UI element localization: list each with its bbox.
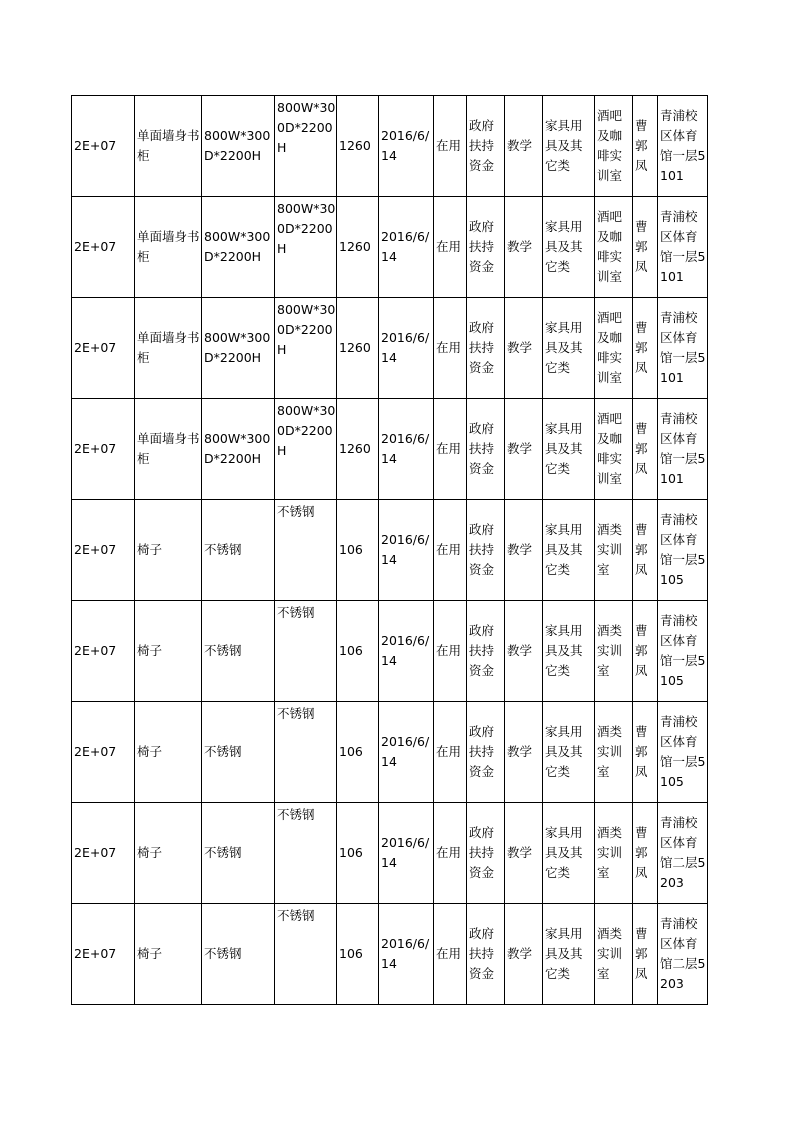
cell-category: 家具用具及其它类	[543, 96, 595, 197]
cell-status: 在用	[434, 298, 467, 399]
cell-spec: 800W*300D*2200H	[202, 399, 275, 500]
cell-asset-name: 单面墙身书柜	[135, 96, 202, 197]
cell-funding-source: 政府扶持资金	[467, 96, 505, 197]
table-row	[72, 904, 708, 1005]
cell-funding-source: 政府扶持资金	[467, 399, 505, 500]
cell-category: 家具用具及其它类	[543, 702, 595, 803]
cell-funding-source: 政府扶持资金	[467, 298, 505, 399]
cell-price: 106	[337, 702, 379, 803]
table-row	[72, 298, 708, 399]
cell-price: 1260	[337, 197, 379, 298]
cell-asset-code: 2E+07	[72, 904, 135, 1005]
cell-asset-name: 椅子	[135, 500, 202, 601]
cell-status: 在用	[434, 96, 467, 197]
cell-funding-source: 政府扶持资金	[467, 904, 505, 1005]
cell-department: 酒吧及咖啡实训室	[595, 197, 633, 298]
cell-usage: 教学	[505, 500, 543, 601]
cell-usage: 教学	[505, 298, 543, 399]
table-body	[72, 96, 708, 1005]
cell-department: 酒类实训室	[595, 601, 633, 702]
cell-price: 106	[337, 803, 379, 904]
cell-price: 106	[337, 500, 379, 601]
cell-spec: 不锈钢	[202, 601, 275, 702]
cell-funding-source: 政府扶持资金	[467, 601, 505, 702]
cell-date: 2016/6/14	[379, 904, 434, 1005]
cell-model: 800W*300D*2200H	[275, 298, 337, 399]
cell-location: 青浦校区体育馆一层5101	[658, 96, 708, 197]
cell-department: 酒吧及咖啡实训室	[595, 298, 633, 399]
cell-date: 2016/6/14	[379, 601, 434, 702]
cell-custodian: 曹郭凤	[633, 702, 658, 803]
cell-asset-code: 2E+07	[72, 601, 135, 702]
cell-custodian: 曹郭凤	[633, 197, 658, 298]
cell-asset-code: 2E+07	[72, 399, 135, 500]
cell-location: 青浦校区体育馆二层5203	[658, 803, 708, 904]
cell-model: 800W*300D*2200H	[275, 197, 337, 298]
cell-asset-code: 2E+07	[72, 298, 135, 399]
cell-asset-name: 单面墙身书柜	[135, 197, 202, 298]
cell-funding-source: 政府扶持资金	[467, 803, 505, 904]
cell-asset-name: 椅子	[135, 803, 202, 904]
cell-price: 1260	[337, 298, 379, 399]
cell-department: 酒类实训室	[595, 702, 633, 803]
cell-spec: 800W*300D*2200H	[202, 197, 275, 298]
cell-location: 青浦校区体育馆一层5101	[658, 399, 708, 500]
table-row	[72, 197, 708, 298]
cell-custodian: 曹郭凤	[633, 803, 658, 904]
cell-asset-name: 单面墙身书柜	[135, 399, 202, 500]
cell-usage: 教学	[505, 702, 543, 803]
cell-spec: 不锈钢	[202, 500, 275, 601]
cell-asset-code: 2E+07	[72, 197, 135, 298]
table-row	[72, 803, 708, 904]
cell-model: 800W*300D*2200H	[275, 96, 337, 197]
cell-status: 在用	[434, 803, 467, 904]
cell-custodian: 曹郭凤	[633, 500, 658, 601]
cell-model: 不锈钢	[275, 702, 337, 803]
cell-usage: 教学	[505, 803, 543, 904]
cell-status: 在用	[434, 601, 467, 702]
cell-category: 家具用具及其它类	[543, 803, 595, 904]
cell-location: 青浦校区体育馆一层5105	[658, 601, 708, 702]
cell-category: 家具用具及其它类	[543, 197, 595, 298]
cell-status: 在用	[434, 197, 467, 298]
cell-status: 在用	[434, 500, 467, 601]
cell-price: 1260	[337, 96, 379, 197]
cell-location: 青浦校区体育馆一层5105	[658, 500, 708, 601]
cell-category: 家具用具及其它类	[543, 298, 595, 399]
cell-department: 酒类实训室	[595, 803, 633, 904]
cell-status: 在用	[434, 399, 467, 500]
cell-location: 青浦校区体育馆一层5105	[658, 702, 708, 803]
table-row	[72, 96, 708, 197]
cell-price: 106	[337, 601, 379, 702]
cell-category: 家具用具及其它类	[543, 601, 595, 702]
cell-date: 2016/6/14	[379, 197, 434, 298]
cell-date: 2016/6/14	[379, 96, 434, 197]
cell-asset-code: 2E+07	[72, 702, 135, 803]
cell-price: 106	[337, 904, 379, 1005]
cell-spec: 800W*300D*2200H	[202, 298, 275, 399]
cell-asset-name: 椅子	[135, 702, 202, 803]
cell-custodian: 曹郭凤	[633, 904, 658, 1005]
cell-date: 2016/6/14	[379, 702, 434, 803]
cell-date: 2016/6/14	[379, 399, 434, 500]
cell-asset-code: 2E+07	[72, 803, 135, 904]
cell-status: 在用	[434, 904, 467, 1005]
cell-funding-source: 政府扶持资金	[467, 702, 505, 803]
cell-model: 800W*300D*2200H	[275, 399, 337, 500]
cell-usage: 教学	[505, 197, 543, 298]
cell-department: 酒类实训室	[595, 904, 633, 1005]
cell-location: 青浦校区体育馆一层5101	[658, 197, 708, 298]
cell-spec: 不锈钢	[202, 702, 275, 803]
cell-date: 2016/6/14	[379, 803, 434, 904]
cell-custodian: 曹郭凤	[633, 399, 658, 500]
table-row	[72, 399, 708, 500]
cell-category: 家具用具及其它类	[543, 399, 595, 500]
cell-department: 酒吧及咖啡实训室	[595, 96, 633, 197]
cell-asset-code: 2E+07	[72, 96, 135, 197]
cell-custodian: 曹郭凤	[633, 601, 658, 702]
cell-custodian: 曹郭凤	[633, 298, 658, 399]
table-row	[72, 500, 708, 601]
cell-category: 家具用具及其它类	[543, 904, 595, 1005]
cell-location: 青浦校区体育馆二层5203	[658, 904, 708, 1005]
cell-funding-source: 政府扶持资金	[467, 197, 505, 298]
cell-model: 不锈钢	[275, 500, 337, 601]
cell-usage: 教学	[505, 399, 543, 500]
cell-category: 家具用具及其它类	[543, 500, 595, 601]
cell-model: 不锈钢	[275, 601, 337, 702]
table-row	[72, 702, 708, 803]
cell-date: 2016/6/14	[379, 298, 434, 399]
cell-usage: 教学	[505, 96, 543, 197]
cell-department: 酒类实训室	[595, 500, 633, 601]
cell-price: 1260	[337, 399, 379, 500]
cell-spec: 不锈钢	[202, 904, 275, 1005]
cell-usage: 教学	[505, 601, 543, 702]
cell-date: 2016/6/14	[379, 500, 434, 601]
cell-asset-name: 单面墙身书柜	[135, 298, 202, 399]
cell-status: 在用	[434, 702, 467, 803]
cell-model: 不锈钢	[275, 904, 337, 1005]
cell-model: 不锈钢	[275, 803, 337, 904]
table-row	[72, 601, 708, 702]
cell-department: 酒吧及咖啡实训室	[595, 399, 633, 500]
cell-spec: 不锈钢	[202, 803, 275, 904]
cell-asset-code: 2E+07	[72, 500, 135, 601]
cell-funding-source: 政府扶持资金	[467, 500, 505, 601]
cell-asset-name: 椅子	[135, 601, 202, 702]
cell-custodian: 曹郭凤	[633, 96, 658, 197]
cell-asset-name: 椅子	[135, 904, 202, 1005]
cell-location: 青浦校区体育馆一层5101	[658, 298, 708, 399]
asset-table	[71, 95, 708, 1005]
cell-spec: 800W*300D*2200H	[202, 96, 275, 197]
cell-usage: 教学	[505, 904, 543, 1005]
